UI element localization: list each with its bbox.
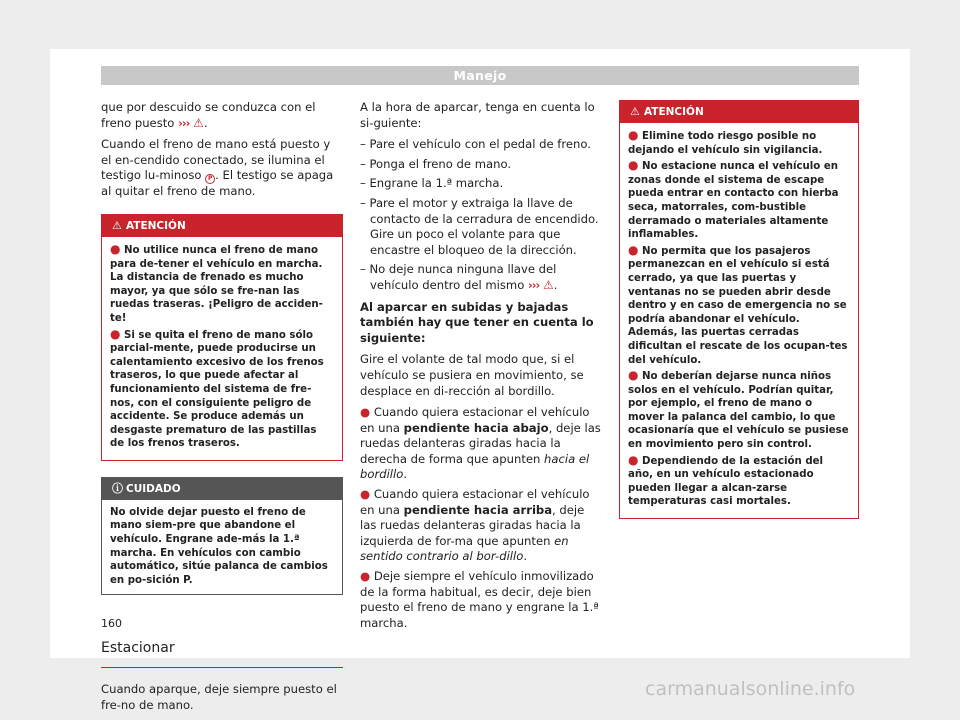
attention-box — [619, 100, 859, 519]
column-3 — [619, 100, 859, 519]
warning-triangle-icon: ⚠ — [112, 218, 122, 232]
warning-triangle-icon: ⚠ — [193, 115, 204, 130]
attention-item: ● No permita que los pasajeros permanezcan en el vehículo si está cerrado, ya que las puertas y ventanas no se pueden abrir desde dentro y en caso de emergencia no se podría abandonar el vehículo. Además, las puertas cerradas dificultan el rescate de los ocupan-tes del vehículo. — [628, 242, 848, 366]
paragraph: que por descuido se conduzca con el freno puesto ››› ⚠. — [101, 100, 316, 130]
section-title: Estacionar — [101, 623, 343, 668]
watermark: carmanualsonline.info — [645, 678, 856, 700]
bullet-icon: ● — [628, 452, 639, 467]
bullet-icon: ● — [628, 158, 639, 173]
attention-item: ● No estacione nunca el vehículo en zonas donde el sistema de escape pueda entrar en contacto con hierba seca, matorrales, com-bustible derramado o materiales altamente inflamables. — [628, 158, 839, 241]
attention-item: ● Dependiendo de la estación del año, en un vehículo estacionado pueden llegar a alcan-zarse temperaturas casi mortales. — [628, 452, 824, 508]
bullet-item: ● Cuando quiera estacionar el vehículo en una pendiente hacia arriba, deje las ruedas delanteras giradas hacia la izquierda de for-ma que apunten en sentido contrario al bor-dillo. — [360, 487, 590, 564]
warning-triangle-icon: ⚠ — [543, 277, 554, 292]
page-header: Manejo — [101, 66, 859, 85]
bullet-item: ● Cuando quiera estacionar el vehículo en una pendiente hacia abajo, deje las ruedas delanteras giradas hacia la derecha de forma que apunten hacia el bordillo. — [360, 405, 601, 482]
attention-item: ● Elimine todo riesgo posible no dejando el vehículo sin vigilancia. — [628, 128, 823, 156]
paragraph: Cuando el freno de mano está puesto y el en-cendido conectado, se ilumina el testigo lu-minoso P . El testigo se apaga al quitar el freno de mano. — [101, 137, 334, 199]
step-item: – No deje nunca ninguna llave del vehículo dentro del mismo ››› ⚠. — [360, 262, 558, 292]
cross-reference-arrows-icon: ››› — [528, 277, 540, 292]
paragraph: Gire el volante de tal modo que, si el vehículo se pusiera en movimiento, se desplace en di-rección al bordillo. — [360, 352, 584, 398]
bullet-icon: ● — [360, 405, 371, 420]
bullet-icon: ● — [628, 128, 639, 142]
column-1 — [101, 100, 343, 720]
attention-item: ● No deberían dejarse nunca niños solos en el vehículo. Podrían quitar, por ejemplo, el freno de mano o mover la palanca del cambio, lo que ocasionaría que el vehículo se pusiese en movimiento pero sin control. — [628, 368, 849, 451]
paragraph: Cuando aparque, deje siempre puesto el fre-no de mano. — [101, 682, 337, 713]
attention-item: ● No utilice nunca el freno de mano para de-tener el vehículo en marcha. La distancia de frenado es mucho mayor, ya que sólo se fre-nan las ruedas traseras. ¡Peligro de acciden-te! — [110, 241, 323, 324]
care-text: No olvide dejar puesto el freno de mano siem-pre que abandone el vehículo. Engrane ade-más la 1.ª marcha. En vehículos con cambio automático, sitúe palanca de cambios en po-sición P. — [110, 506, 328, 586]
attention-item: ● Si se quita el freno de mano sólo parcial-mente, puede producirse un calentamiento excesivo de los frenos traseros, lo que puede afectar al funcionamiento del sistema de fre-nos, con el consiguiente peligro de accidente. Se produce además un desgaste prematuro de las pastillas de los frenos traseros. — [110, 326, 324, 450]
info-circle-icon: ⓘ — [112, 481, 123, 495]
care-box-header: ⓘ CUIDADO — [102, 478, 342, 500]
bullet-icon: ● — [628, 368, 639, 383]
bullet-icon: ● — [360, 487, 371, 502]
cross-reference-arrows-icon: ››› — [178, 115, 190, 130]
bullet-item: ● Deje siempre el vehículo inmovilizado de la forma habitual, es decir, deje bien puesto el freno de mano y engrane la 1.ª marcha. — [360, 569, 599, 630]
bullet-icon: ● — [360, 569, 371, 584]
care-box — [101, 477, 343, 596]
attention-box-header: ⚠ ATENCIÓN — [102, 215, 342, 237]
attention-box-header: ⚠ ATENCIÓN — [620, 101, 858, 123]
step-item: – Engrane la 1.ª marcha. — [360, 176, 504, 191]
subheading: Al aparcar en subidas y bajadas también hay que tener en cuenta lo siguiente: — [360, 299, 594, 345]
paragraph: A la hora de aparcar, tenga en cuenta lo si-guiente: — [360, 100, 595, 130]
step-item: – Ponga el freno de mano. — [360, 156, 512, 171]
bullet-icon: ● — [110, 241, 121, 256]
step-item: – Pare el vehículo con el pedal de freno. — [360, 137, 591, 152]
step-item: – Pare el motor y extraiga la llave de contacto de la cerradura de encendido. Gire un poco el volante para que encastre el bloqueo de la dirección. — [360, 195, 599, 257]
page-number: 160 — [101, 617, 122, 630]
parking-brake-lamp-icon: P — [205, 174, 215, 184]
column-2 — [360, 100, 604, 635]
bullet-icon: ● — [110, 326, 121, 341]
attention-box — [101, 214, 343, 461]
bullet-icon: ● — [628, 242, 639, 257]
warning-triangle-icon: ⚠ — [630, 105, 640, 118]
